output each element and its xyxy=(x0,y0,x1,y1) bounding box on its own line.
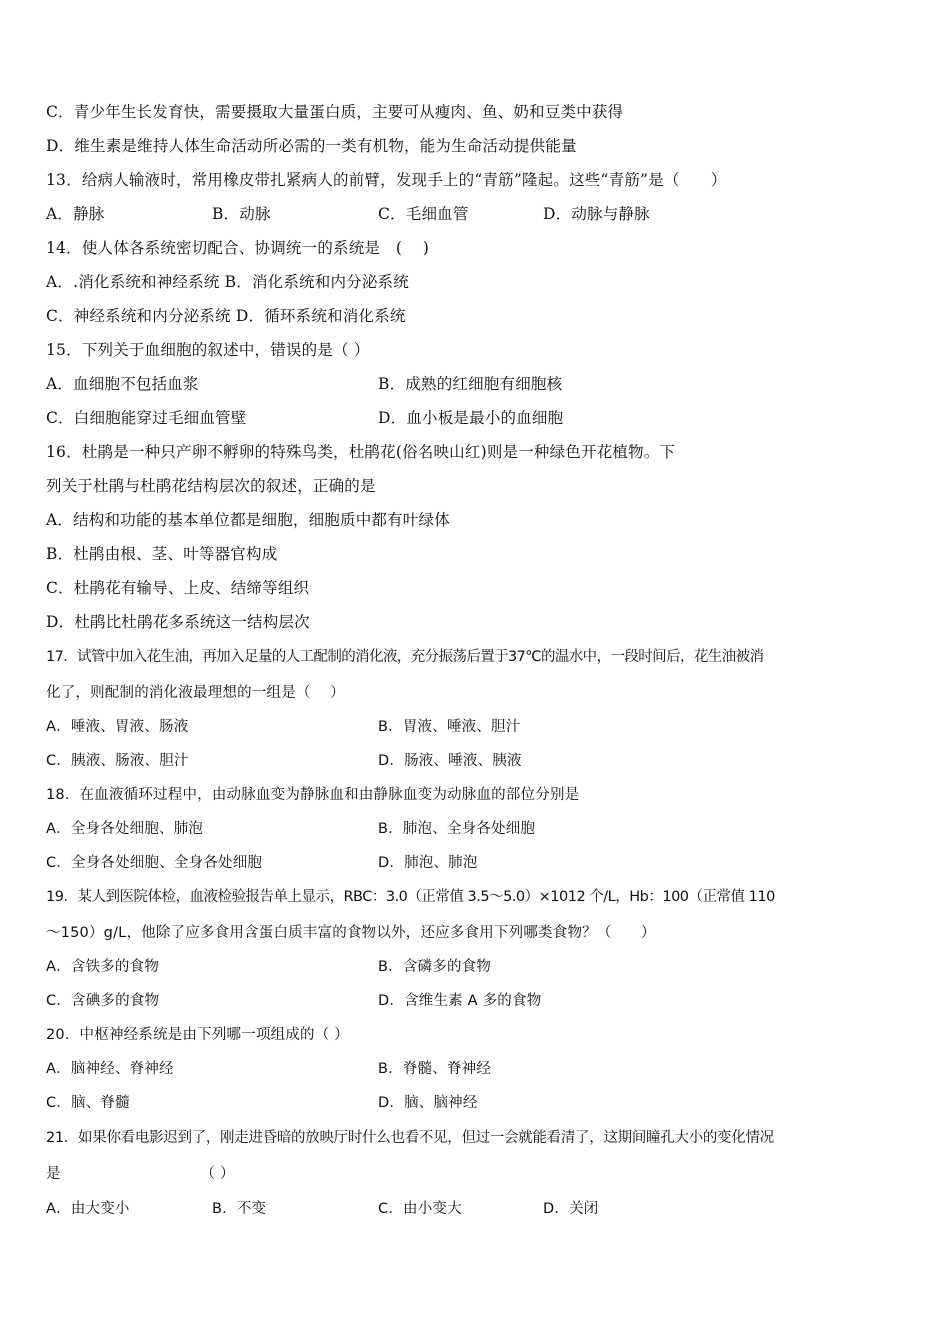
q18-option-a: A．全身各处细胞、肺泡 xyxy=(46,821,204,837)
q20-stem: 20．中枢神经系统是由下列哪一项组成的（ ） xyxy=(46,1027,349,1043)
q13-option-a: A．静脉 xyxy=(46,205,105,223)
q15-stem: 15．下列关于血细胞的叙述中，错误的是（ ） xyxy=(46,341,370,359)
q15-option-d: D．血小板是最小的血细胞 xyxy=(378,409,564,427)
q21-option-d: D．关闭 xyxy=(543,1201,599,1217)
q17-option-c: C．胰液、肠液、胆汁 xyxy=(46,753,189,769)
q19-option-b: B．含磷多的食物 xyxy=(378,959,492,975)
q19-stem-line1: 19．某人到医院体检，血液检验报告单上显示，RBC：3.0（正常值 3.5～5.0）×1012 个/L，Hb：100（正常值 110 xyxy=(46,889,775,905)
q18-stem: 18．在血液循环过程中，由动脉血变为静脉血和由静脉血变为动脉血的部位分别是 xyxy=(46,787,580,803)
q18-option-b: B．肺泡、全身各处细胞 xyxy=(378,821,536,837)
q19-stem-line2: ～150）g/L，他除了应多食用含蛋白质丰富的食物以外，还应多食用下列哪类食物？（ ） xyxy=(46,925,656,941)
q14-options-ab: A．.消化系统和神经系统 B．消化系统和内分泌系统 xyxy=(46,273,409,291)
q15-option-c: C．白细胞能穿过毛细血管壁 xyxy=(46,409,247,427)
q17-stem-line1: 17．试管中加入花生油，再加入足量的人工配制的消化液，充分振荡后置于37℃的温水中，一段时间后，花生油被消 xyxy=(46,649,764,665)
q19-option-a: A．含铁多的食物 xyxy=(46,959,160,975)
q14-options-cd: C．神经系统和内分泌系统 D．循环系统和消化系统 xyxy=(46,307,406,325)
q21-stem-line2: 是 （ ） xyxy=(46,1166,235,1182)
q16-option-b: B．杜鹃由根、茎、叶等器官构成 xyxy=(46,545,278,563)
q21-option-c: C．由小变大 xyxy=(378,1201,462,1217)
q16-option-c: C．杜鹃花有输导、上皮、结缔等组织 xyxy=(46,579,310,597)
q17-option-d: D．肠液、唾液、胰液 xyxy=(378,753,522,769)
q18-option-c: C．全身各处细胞、全身各处细胞 xyxy=(46,855,263,871)
q20-option-b: B．脊髓、脊神经 xyxy=(378,1061,492,1077)
q15-option-b: B．成熟的红细胞有细胞核 xyxy=(378,375,563,393)
q15-option-a: A．血细胞不包括血浆 xyxy=(46,375,199,393)
q16-option-d: D．杜鹃比杜鹃花多系统这一结构层次 xyxy=(46,613,310,631)
q19-option-d: D．含维生素 A 多的食物 xyxy=(378,993,542,1009)
q17-option-a: A．唾液、胃液、肠液 xyxy=(46,719,189,735)
q20-option-c: C．脑、脊髓 xyxy=(46,1095,130,1111)
q16-stem-line2: 列关于杜鹃与杜鹃花结构层次的叙述，正确的是 xyxy=(46,477,376,495)
q13-option-d: D．动脉与静脉 xyxy=(543,205,650,223)
q13-option-b: B．动脉 xyxy=(212,205,271,223)
q21-option-b: B．不变 xyxy=(212,1201,267,1217)
q12-option-d: D．维生素是维持人体生命活动所必需的一类有机物，能为生命活动提供能量 xyxy=(46,137,577,155)
q19-option-c: C．含碘多的食物 xyxy=(46,993,160,1009)
q13-stem: 13．给病人输液时，常用橡皮带扎紧病人的前臂，发现手上的“青筋”隆起。这些“青筋”是（ ） xyxy=(46,171,727,189)
q16-option-a: A．结构和功能的基本单位都是细胞，细胞质中都有叶绿体 xyxy=(46,511,450,529)
q12-option-c: C．青少年生长发育快，需要摄取大量蛋白质，主要可从瘦肉、鱼、奶和豆类中获得 xyxy=(46,103,624,121)
q21-option-a: A．由大变小 xyxy=(46,1201,130,1217)
q20-option-d: D．脑、脑神经 xyxy=(378,1095,478,1111)
q18-option-d: D．肺泡、肺泡 xyxy=(378,855,478,871)
q17-option-b: B．胃液、唾液、胆汁 xyxy=(378,719,521,735)
q14-stem: 14．使人体各系统密切配合、协调统一的系统是 ( ) xyxy=(46,239,430,257)
q17-stem-line2: 化了，则配制的消化液最理想的一组是（ ） xyxy=(46,685,345,701)
q21-stem-line1: 21．如果你看电影迟到了，刚走进昏暗的放映厅时什么也看不见，但过一会就能看清了，这期间瞳孔大小的变化情况 xyxy=(46,1130,774,1146)
q16-stem-line1: 16．杜鹃是一种只产卵不孵卵的特殊鸟类，杜鹃花(俗名映山红)则是一种绿色开花植物。下 xyxy=(46,443,676,461)
q13-option-c: C．毛细血管 xyxy=(378,205,469,223)
q20-option-a: A．脑神经、脊神经 xyxy=(46,1061,174,1077)
